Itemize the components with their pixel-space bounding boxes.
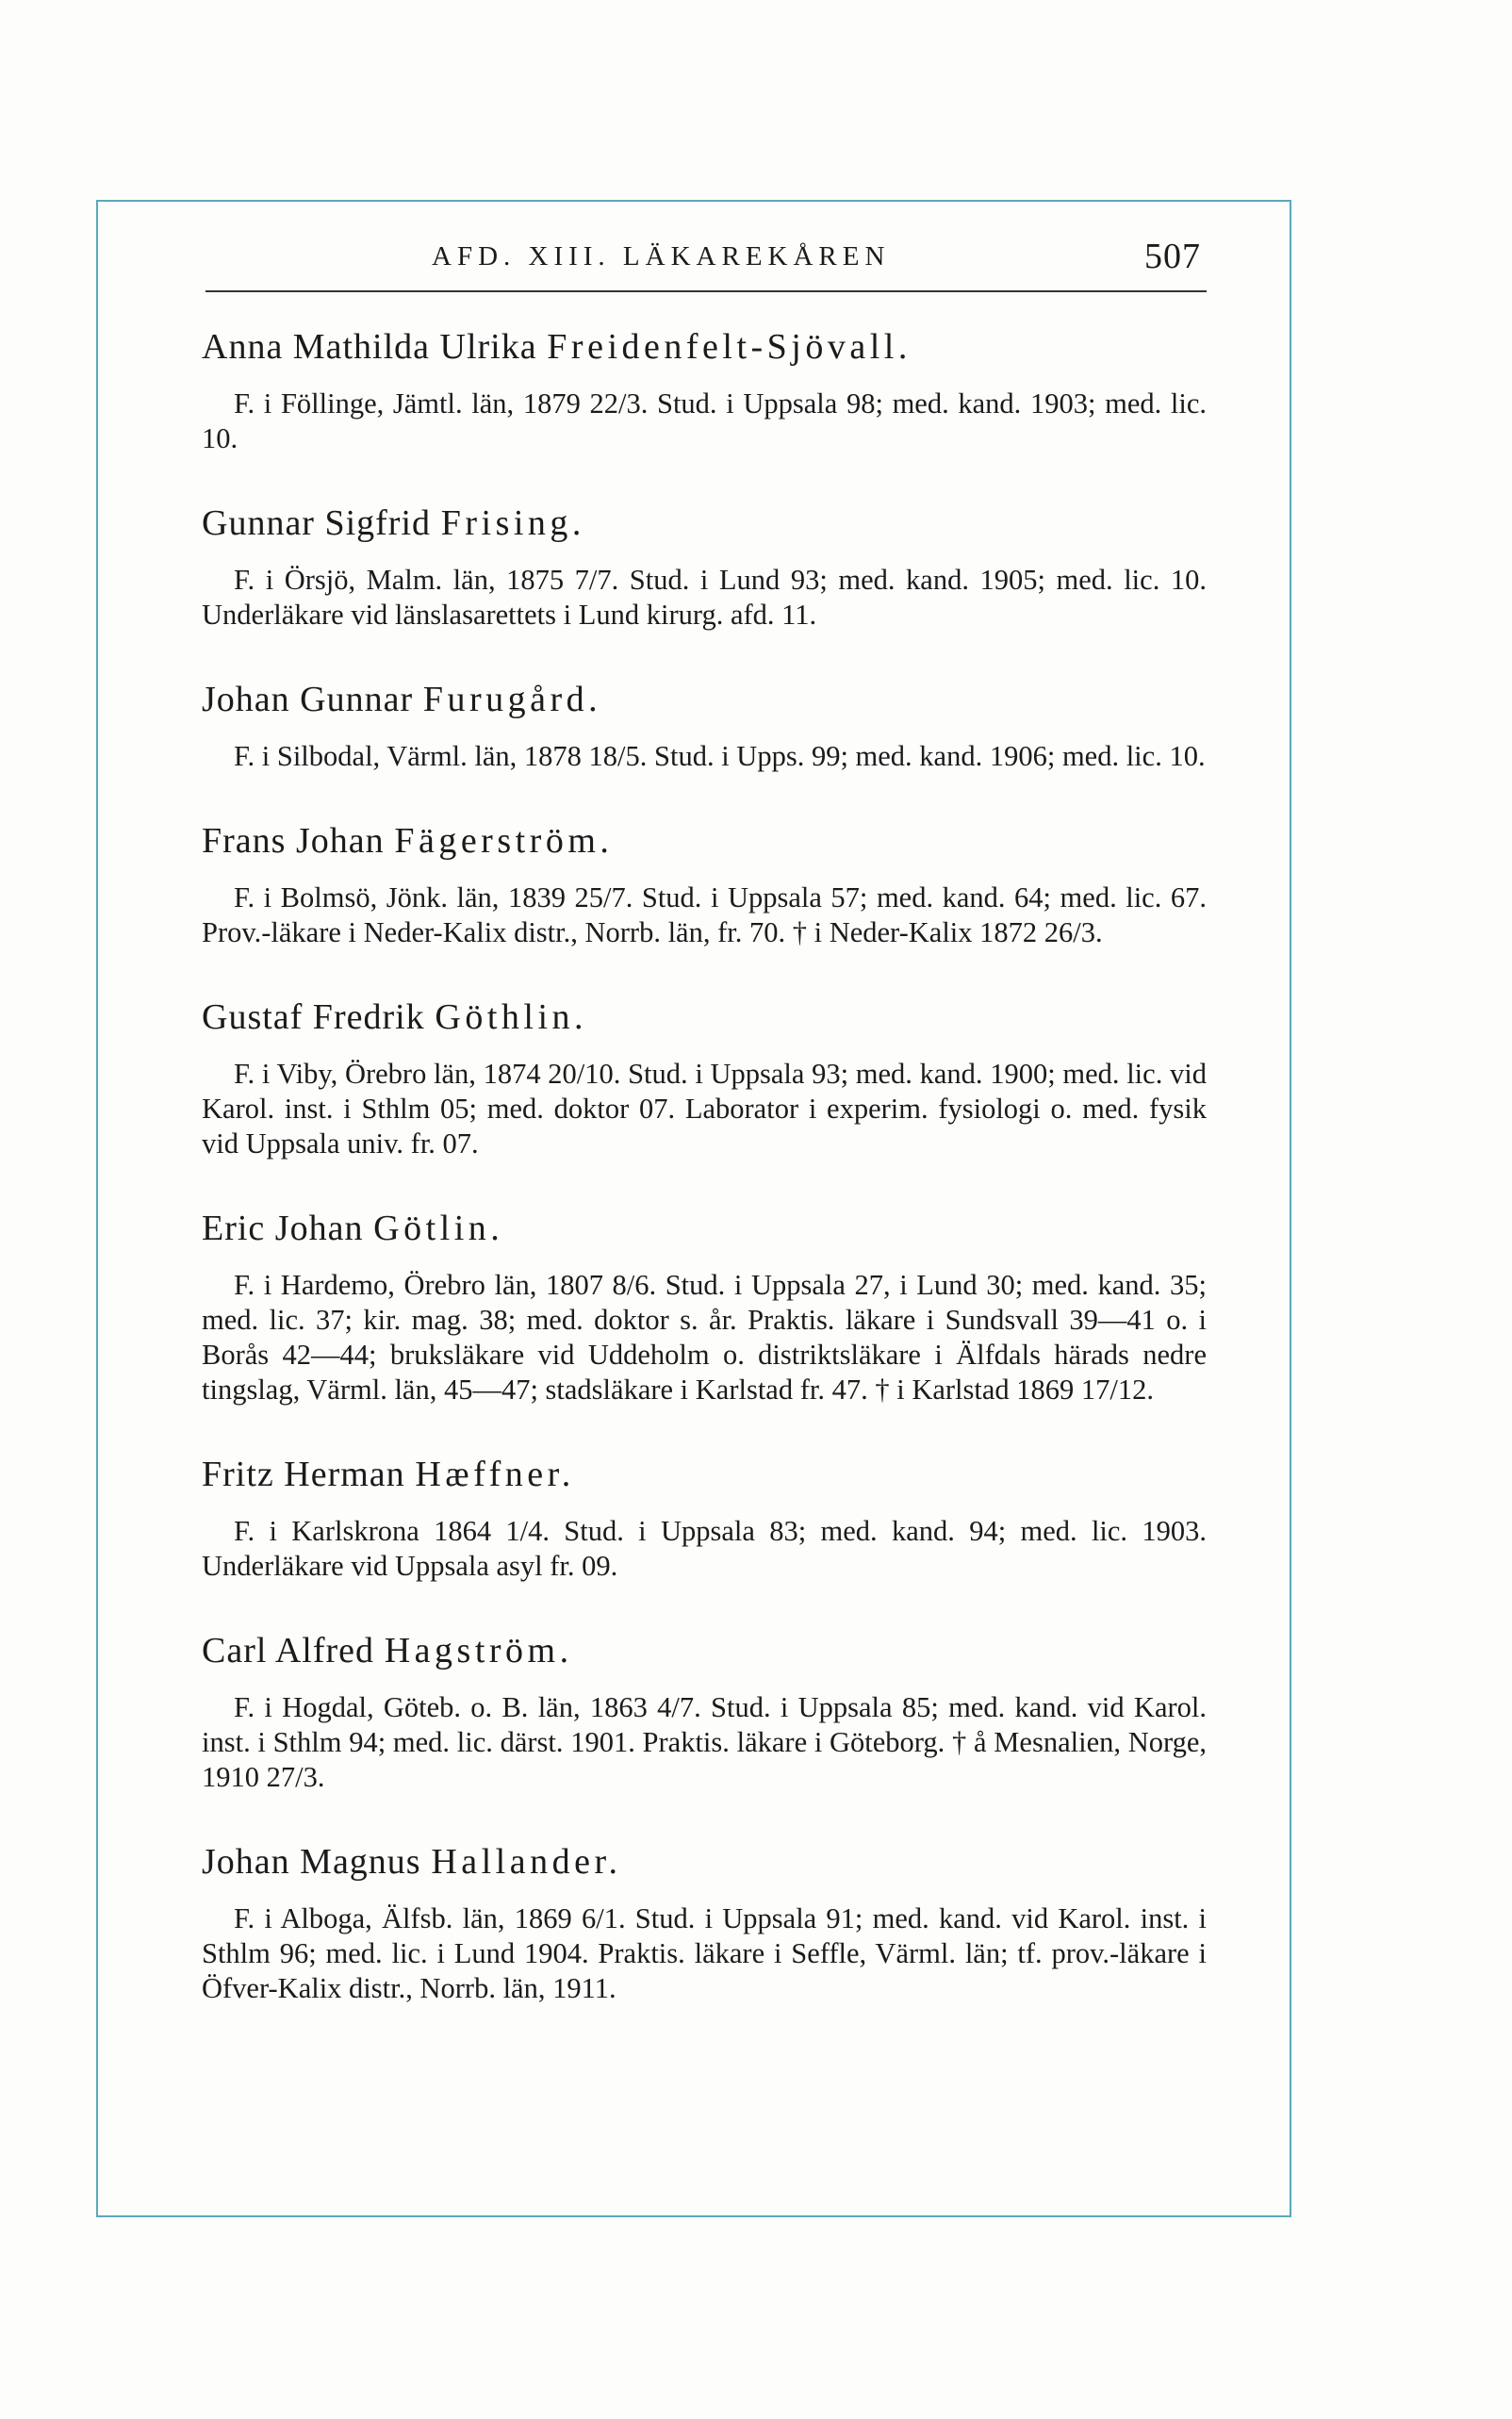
entry-name <box>202 324 1207 370</box>
entry-name <box>202 818 1207 864</box>
entry-name <box>202 1628 1207 1673</box>
entry-given-names: Anna Mathilda Ulrika <box>202 327 537 367</box>
entry-surname: Hæffner. <box>415 1455 575 1494</box>
entry-name <box>202 1206 1207 1251</box>
entry <box>202 1206 1207 1407</box>
entry-surname: Furugård. <box>422 680 602 719</box>
entry-surname: Hallander. <box>431 1842 622 1882</box>
entry-name <box>202 1839 1207 1884</box>
entry-given-names: Gustaf Fredrik <box>202 997 425 1037</box>
entry-given-names: Eric Johan <box>202 1209 364 1248</box>
entry-given-names: Johan Gunnar <box>202 680 414 719</box>
entry-text: F. i Silbodal, Värml. län, 1878 18/5. Stud. i Upps. 99; med. kand. 1906; med. lic. 10. <box>234 740 1206 772</box>
entry-text: F. i Hardemo, Örebro län, 1807 8/6. Stud. i Uppsala 27, i Lund 30; med. kand. 35; med. lic. 37; kir. mag. 38; med. doktor s. år. Praktis. läkare i Sundsvall 39—41 o. i Borås 42—44; bruksläkare vid Uddeholm o. distriktsläkare i Älfdals härads nedre tingslag, Värml. län, 45—47; stadsläkare i Karlstad fr. 47. † i Karlstad 1869 17/12. <box>202 1269 1207 1406</box>
entry-given-names: Carl Alfred <box>202 1631 375 1670</box>
entry-text: F. i Karlskrona 1864 1/4. Stud. i Uppsala 83; med. kand. 94; med. lic. 1903. Underläkare vid Uppsala asyl fr. 09. <box>202 1515 1207 1582</box>
entry-surname: Frising. <box>440 503 585 543</box>
entry-given-names: Johan Magnus <box>202 1842 421 1882</box>
entry <box>202 995 1207 1161</box>
entry-given-names: Frans Johan <box>202 821 385 861</box>
entry <box>202 1839 1207 2006</box>
entry-surname: Göthlin. <box>435 997 588 1037</box>
entry-name <box>202 1452 1207 1497</box>
entry-name <box>202 677 1207 722</box>
entry-given-names: Gunnar Sigfrid <box>202 503 432 543</box>
entry <box>202 818 1207 950</box>
entry-list <box>202 324 1207 2050</box>
entry-surname: Hagström. <box>384 1631 573 1670</box>
entry-text: F. i Örsjö, Malm. län, 1875 7/7. Stud. i Lund 93; med. kand. 1905; med. lic. 10. Underläkare vid länslasarettets i Lund kirurg. afd. 11. <box>202 564 1207 631</box>
entry-text: F. i Hogdal, Göteb. o. B. län, 1863 4/7. Stud. i Uppsala 85; med. kand. vid Karol. inst. i Sthlm 94; med. lic. därst. 1901. Praktis. läkare i Göteborg. † å Mesnalien, Norge, 1910 27/3. <box>202 1691 1207 1793</box>
entry-name <box>202 501 1207 546</box>
entry <box>202 324 1207 456</box>
entry-text: F. i Alboga, Älfsb. län, 1869 6/1. Stud. i Uppsala 91; med. kand. vid Karol. inst. i Sthlm 96; med. lic. i Lund 1904. Praktis. läkare i Seffle, Värml. län; tf. prov.-läkare i Öfver-Kalix distr., Norrb. län, 1911. <box>202 1902 1207 2004</box>
entry-surname: Freidenfelt-Sjövall. <box>547 327 912 367</box>
running-head: AFD. XIII. LÄKAREKÅREN <box>432 241 891 272</box>
entry-text: F. i Föllinge, Jämtl. län, 1879 22/3. Stud. i Uppsala 98; med. kand. 1903; med. lic. 10. <box>202 387 1207 454</box>
entry <box>202 501 1207 633</box>
entry <box>202 677 1207 774</box>
entry-text: F. i Viby, Örebro län, 1874 20/10. Stud. i Uppsala 93; med. kand. 1900; med. lic. vid Karol. inst. i Sthlm 05; med. doktor 07. Laborator i experim. fysiologi o. med. fysik vid Uppsala univ. fr. 07. <box>202 1058 1207 1160</box>
entry-given-names: Fritz Herman <box>202 1455 405 1494</box>
page-number: 507 <box>1144 237 1201 276</box>
entry-text: F. i Bolmsö, Jönk. län, 1839 25/7. Stud. i Uppsala 57; med. kand. 64; med. lic. 67. Prov.-läkare i Neder-Kalix distr., Norrb. län, fr. 70. † i Neder-Kalix 1872 26/3. <box>202 881 1207 948</box>
entry <box>202 1452 1207 1584</box>
entry <box>202 1628 1207 1795</box>
entry-surname: Götlin. <box>373 1209 504 1248</box>
page-header <box>205 236 1207 292</box>
entry-surname: Fägerström. <box>394 821 614 861</box>
entry-name <box>202 995 1207 1040</box>
